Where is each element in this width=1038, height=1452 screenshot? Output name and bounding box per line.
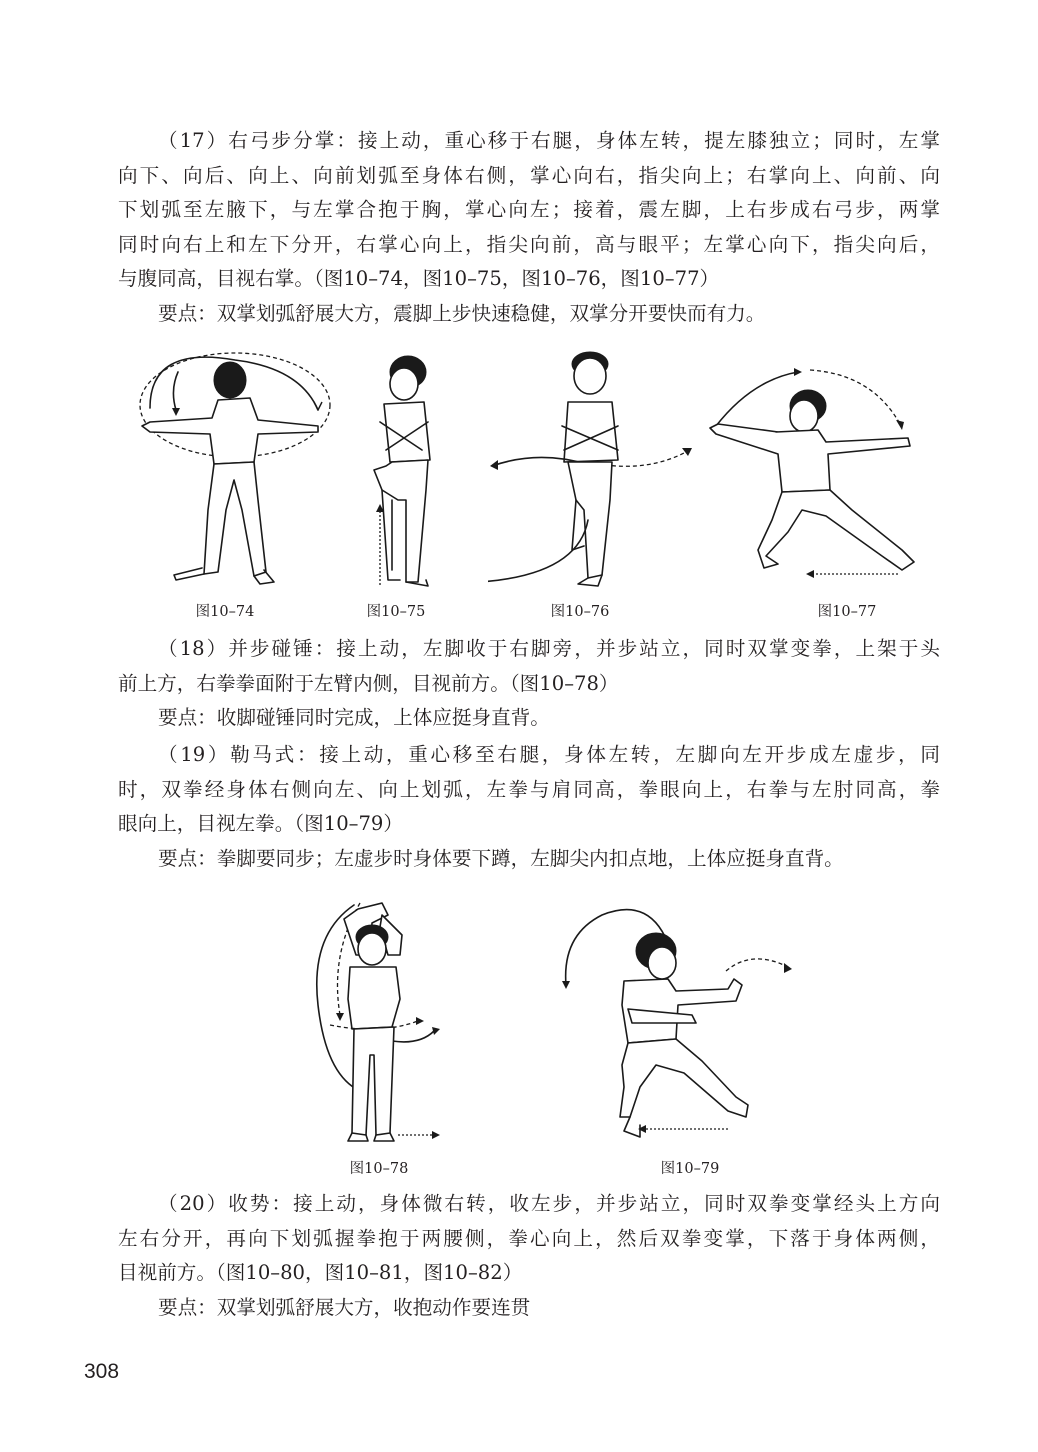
section-19-paragraph <box>118 738 940 876</box>
text-line: （18）并步碰锤：接上动，左脚收于右脚旁，并步站立，同时双掌变拳，上架于头 <box>158 637 940 660</box>
text-line: 左右分开，再向下划弧握拳抱于两腰侧，拳心向上，然后双拳变掌，下落于身体两侧， <box>118 1226 940 1250</box>
section-17-paragraph <box>118 124 940 332</box>
figure-10-74 <box>130 350 340 595</box>
text-line: （17）右弓步分掌：接上动，重心移于右腿，身体左转，提左膝独立；同时，左掌 <box>158 129 940 152</box>
figure-10-75 <box>362 350 442 595</box>
figure-caption: 图10–74 <box>195 604 255 620</box>
figure-10-78 <box>310 895 445 1145</box>
text-line: 下划弧至左腋下，与左掌合抱于胸，掌心向左；接着，震左脚，上右步成右弓步，两掌 <box>118 198 940 222</box>
figure-caption: 图10–78 <box>349 1161 409 1177</box>
section-20-paragraph <box>118 1187 940 1325</box>
text-line: 同时向右上和左下分开，右掌心向上，指尖向前，高与眼平；左掌心向下，指尖向后， <box>118 232 940 256</box>
section-18-paragraph <box>118 632 940 736</box>
text-line: 与腹同高，目视右掌。（图10–74，图10–75，图10–76，图10–77） <box>118 267 720 291</box>
text-line: 前上方，右拳拳面附于左臂内侧，目视前方。（图10–78） <box>118 671 619 695</box>
figure-caption: 图10–79 <box>660 1161 720 1177</box>
figure-10-77 <box>702 360 920 595</box>
text-line: 向下、向后、向上、向前划弧至身体右侧，掌心向右，指尖向上；右掌向上、向前、向 <box>118 163 940 187</box>
text-line: 时，双拳经身体右侧向左、向上划弧，左拳与肩同高，拳眼向上，右拳与左肘同高，拳 <box>118 777 940 801</box>
key-point-20: 要点：双掌划弧舒展大方，收抱动作要连贯 <box>158 1295 531 1319</box>
key-point-18: 要点：收脚碰锤同时完成，上体应挺身直背。 <box>158 706 550 730</box>
text-line: 眼向上，目视左拳。（图10–79） <box>118 812 403 836</box>
figure-caption: 图10–75 <box>366 604 426 620</box>
text-line: （19）勒马式：接上动，重心移至右腿，身体左转，左脚向左开步成左虚步，同 <box>158 743 940 766</box>
text-line: 目视前方。（图10–80，图10–81，图10–82） <box>118 1261 523 1285</box>
figure-caption: 图10–76 <box>550 604 610 620</box>
key-point-17: 要点：双掌划弧舒展大方，震脚上步快速稳健，双掌分开要快而有力。 <box>158 301 766 325</box>
figure-10-79 <box>552 905 802 1145</box>
page-number: 308 <box>84 1360 120 1383</box>
text-line: （20）收势：接上动，身体微右转，收左步，并步站立，同时双拳变掌经头上方向 <box>158 1192 940 1215</box>
figure-caption: 图10–77 <box>817 604 877 620</box>
key-point-19: 要点：拳脚要同步；左虚步时身体要下蹲，左脚尖内扣点地，上体应挺身直背。 <box>158 846 844 870</box>
figure-10-76 <box>488 350 698 595</box>
